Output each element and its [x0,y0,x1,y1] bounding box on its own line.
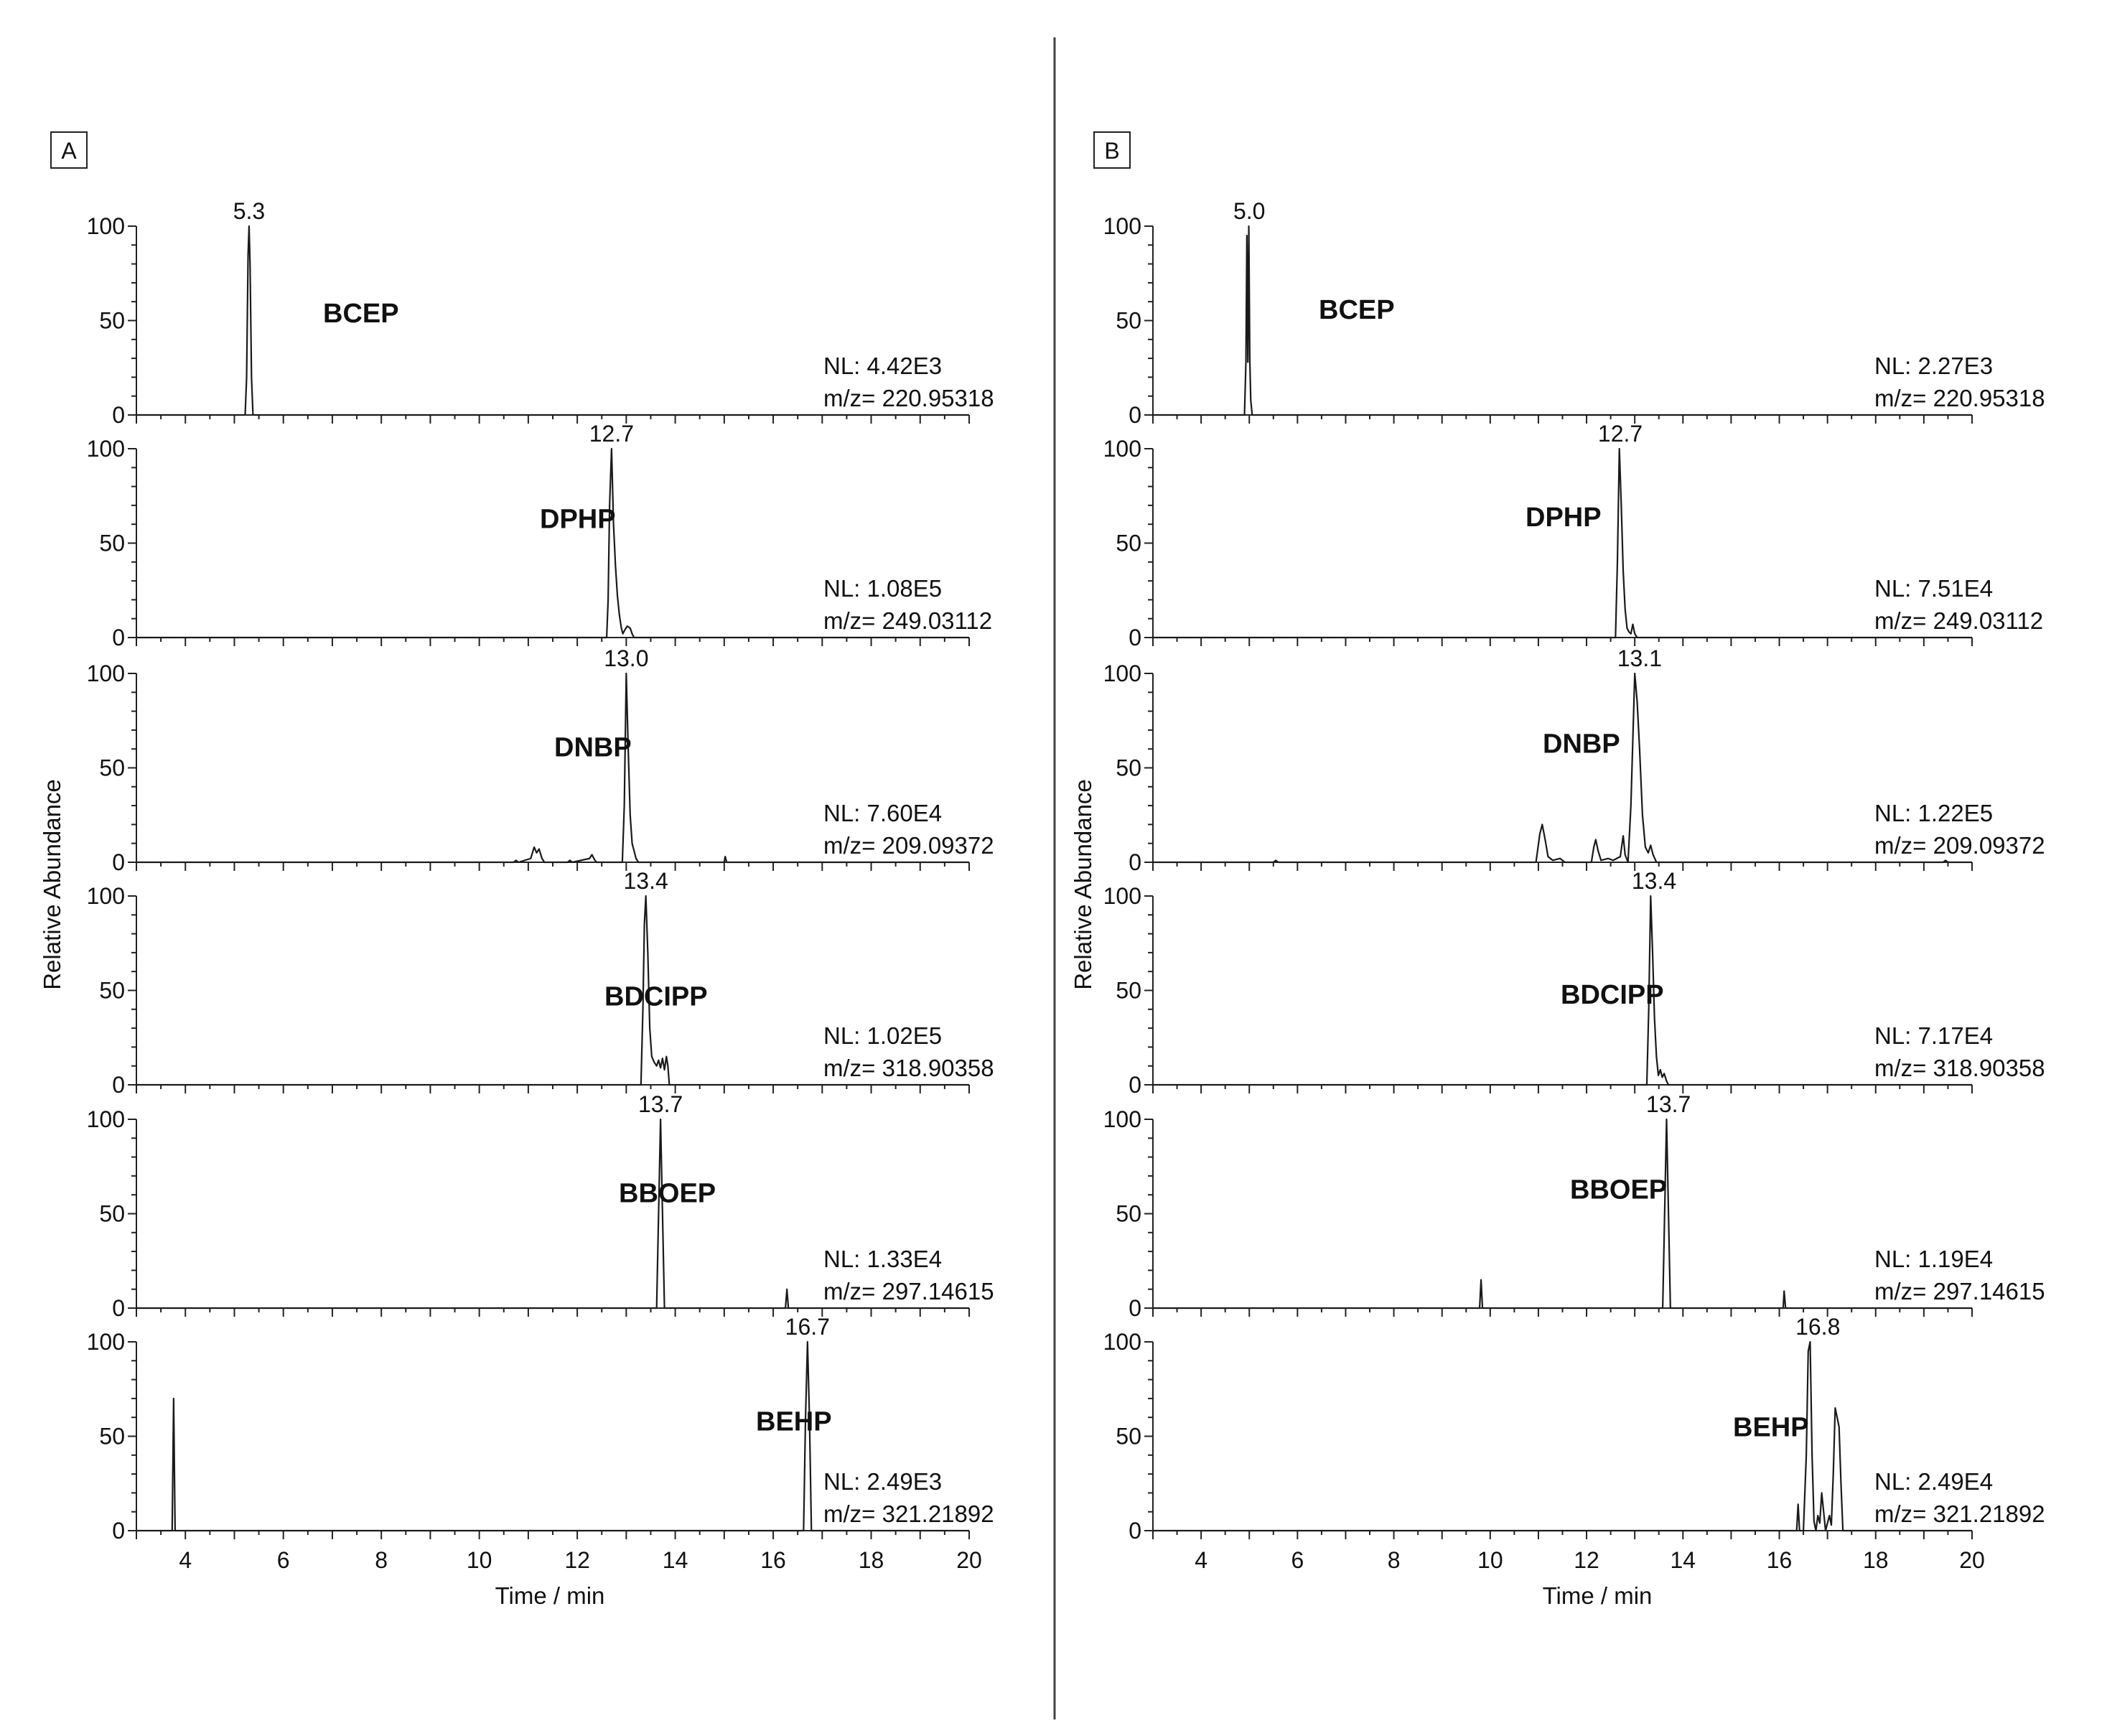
x-tick-label: 10 [1477,1547,1503,1573]
mass-to-charge-text: m/z= 297.14615 [1874,1278,2045,1305]
y-tick-label: 50 [1116,977,1141,1004]
panel-a-y-axis-title: Relative Abundance [39,779,65,990]
mass-to-charge-text: m/z= 297.14615 [823,1278,994,1305]
y-tick-label: 100 [86,1106,125,1132]
chromatogram-line [1153,449,1972,638]
trace-bdcipp [87,868,994,1098]
trace-behp [1103,1314,2045,1573]
peak-retention-label: 12.7 [589,421,635,447]
peak-retention-label: 12.7 [1597,421,1643,447]
compound-label: BCEP [1319,294,1395,325]
peak-retention-label: 16.8 [1795,1314,1841,1340]
y-tick-label: 50 [1116,755,1141,781]
y-tick-label: 50 [1116,530,1141,556]
y-tick-label: 100 [1103,213,1141,239]
normalization-level-text: NL: 1.33E4 [823,1246,943,1272]
mass-to-charge-text: m/z= 321.21892 [1874,1501,2045,1527]
mass-to-charge-text: m/z= 209.09372 [823,832,994,859]
peak-retention-label: 5.0 [1233,198,1266,224]
peak-retention-label: 13.0 [604,645,649,671]
trace-behp [87,1314,994,1573]
compound-label: BDCIPP [604,981,708,1012]
normalization-level-text: NL: 1.22E5 [1874,800,1994,826]
y-tick-label: 100 [1103,1106,1141,1132]
compound-label: BDCIPP [1561,979,1664,1010]
y-tick-label: 50 [99,1423,125,1450]
normalization-level-text: NL: 4.42E3 [823,353,943,379]
normalization-level-text: NL: 7.51E4 [1874,575,1994,602]
y-tick-label: 0 [112,849,125,875]
y-tick-label: 100 [1103,436,1141,462]
panel-a [39,132,994,1609]
mass-to-charge-text: m/z= 220.95318 [1874,385,2045,411]
trace-bdcipp [1103,868,2045,1098]
y-tick-label: 0 [112,1518,125,1544]
y-tick-label: 50 [99,755,125,781]
normalization-level-text: NL: 7.60E4 [823,800,943,826]
chromatogram-line [1153,226,1972,415]
y-tick-label: 100 [86,436,125,462]
x-tick-label: 18 [858,1547,884,1573]
normalization-level-text: NL: 7.17E4 [1874,1022,1994,1049]
trace-dnbp [87,645,994,875]
x-tick-label: 20 [956,1547,982,1573]
mass-to-charge-text: m/z= 318.90358 [823,1055,994,1081]
chromatogram-line [1153,673,1972,862]
compound-label: BEHP [756,1406,832,1437]
mass-to-charge-text: m/z= 220.95318 [823,385,994,411]
trace-bboep [87,1091,994,1321]
x-tick-label: 18 [1862,1547,1889,1573]
chromatogram-line [1153,1342,1972,1531]
x-tick-label: 14 [1670,1547,1696,1573]
x-tick-label: 12 [564,1547,590,1573]
x-tick-label: 20 [1959,1547,1985,1573]
normalization-level-text: NL: 2.27E3 [1874,353,1994,379]
peak-retention-label: 16.7 [785,1314,830,1340]
normalization-level-text: NL: 1.08E5 [823,575,943,602]
y-tick-label: 0 [112,402,125,428]
trace-bcep [1103,198,2045,428]
panel-a-x-axis-title: Time / min [495,1582,605,1609]
x-tick-label: 16 [1766,1547,1793,1573]
x-tick-label: 6 [276,1547,290,1573]
normalization-level-text: NL: 2.49E3 [823,1468,943,1495]
y-tick-label: 50 [99,307,125,334]
y-tick-label: 50 [99,530,125,556]
trace-dnbp [1103,645,2045,875]
mass-to-charge-text: m/z= 249.03112 [1874,607,2044,634]
compound-label: BEHP [1733,1412,1809,1443]
y-tick-label: 50 [99,977,125,1004]
y-tick-label: 0 [112,625,125,650]
trace-bcep [87,198,994,428]
y-tick-label: 0 [1129,1072,1141,1098]
y-tick-label: 0 [112,1072,125,1098]
normalization-level-text: NL: 2.49E4 [1874,1468,1994,1495]
x-tick-label: 6 [1291,1547,1304,1573]
normalization-level-text: NL: 1.02E5 [823,1022,943,1049]
mass-to-charge-text: m/z= 318.90358 [1874,1055,2045,1081]
normalization-level-text: NL: 1.19E4 [1874,1246,1994,1272]
x-tick-label: 4 [1195,1547,1208,1573]
y-tick-label: 0 [1129,1295,1141,1321]
x-tick-label: 14 [662,1547,688,1573]
y-tick-label: 0 [112,1295,125,1321]
panel-b-letter: B [1104,138,1120,164]
panel-a-letter: A [61,138,77,164]
panel-b [1070,132,2045,1609]
x-tick-label: 12 [1574,1547,1599,1573]
peak-retention-label: 13.4 [1631,868,1677,894]
y-tick-label: 100 [86,213,125,239]
panel-b-x-axis-title: Time / min [1542,1582,1653,1609]
peak-retention-label: 13.1 [1617,645,1663,671]
y-tick-label: 100 [1103,883,1141,909]
y-tick-label: 100 [1103,661,1141,686]
y-tick-label: 0 [1129,849,1141,875]
y-tick-label: 100 [86,661,125,686]
compound-label: DNBP [554,732,632,763]
mass-to-charge-text: m/z= 321.21892 [823,1501,994,1527]
trace-dphp [1103,421,2044,650]
compound-label: BBOEP [619,1178,716,1209]
compound-label: BBOEP [1570,1175,1668,1205]
y-tick-label: 100 [1103,1329,1141,1355]
y-tick-label: 50 [1116,1423,1141,1450]
panel-b-traces [1103,198,2045,1573]
y-tick-label: 50 [1116,1200,1141,1227]
trace-bboep [1103,1091,2045,1321]
mass-to-charge-text: m/z= 209.09372 [1874,832,2045,859]
chromatogram-line [1153,1119,1972,1308]
x-tick-label: 10 [466,1547,492,1573]
y-tick-label: 50 [99,1200,125,1227]
compound-label: DPHP [540,504,616,535]
y-tick-label: 50 [1116,307,1141,334]
x-tick-label: 8 [375,1547,388,1573]
y-tick-label: 100 [86,883,125,909]
panel-a-traces [87,198,994,1573]
y-tick-label: 100 [86,1329,125,1355]
x-tick-label: 8 [1387,1547,1401,1573]
mass-to-charge-text: m/z= 249.03112 [823,607,993,634]
x-tick-label: 16 [760,1547,786,1573]
peak-retention-label: 13.7 [637,1091,683,1117]
peak-retention-label: 5.3 [233,198,266,224]
compound-label: DNBP [1543,729,1620,760]
panel-b-y-axis-title: Relative Abundance [1070,779,1096,990]
compound-label: DPHP [1526,502,1602,533]
peak-retention-label: 13.4 [623,868,668,894]
y-tick-label: 0 [1129,1518,1141,1544]
y-tick-label: 0 [1129,625,1141,650]
x-tick-label: 4 [179,1547,192,1573]
compound-label: BCEP [323,299,399,330]
trace-dphp [87,421,993,650]
y-tick-label: 0 [1129,402,1141,428]
peak-retention-label: 13.7 [1646,1091,1691,1117]
